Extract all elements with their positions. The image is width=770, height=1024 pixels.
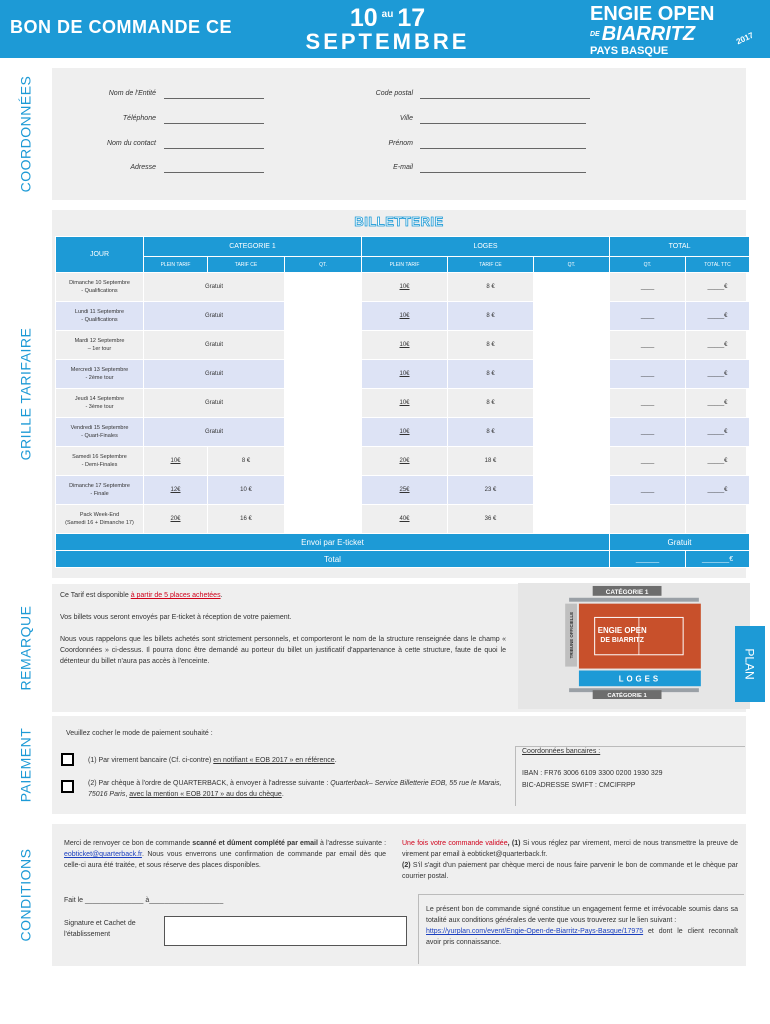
total-qty[interactable]: ____ [610, 360, 686, 389]
field-prenom[interactable] [420, 140, 586, 149]
remarque-p3: Nous vous rappelons que les billets achetés sont strictement personnels, et comporteront le nom de la structure renseignée dans le champ « Coordonnées » ci-dessus. Il pourra donc être demandé au porteur du billet un justificatif d'appartenance à cette structure, faute de quoi le détenteur du billet n'aura pas accès à l'enceinte. [60, 636, 506, 665]
plan-cat-bottom: CATÉGORIE 1 [607, 693, 647, 700]
label-nom-entite: Nom de l'Entité [108, 90, 156, 97]
loges-tarif-ce: 8 € [448, 331, 534, 360]
day-cell [56, 360, 144, 389]
day-cell [56, 418, 144, 447]
loges-qty-input[interactable] [534, 273, 610, 302]
day-cell [56, 389, 144, 418]
day-stage: - 3ème tour [85, 404, 114, 410]
date-start: 10 [349, 4, 378, 32]
coordonnees-panel [52, 68, 746, 200]
sub-qt-loges: QT. [534, 257, 610, 273]
plan-tab: PLAN [735, 626, 765, 702]
label-ville: Ville [399, 115, 413, 122]
plan-court-line2: DE BIARRITZ [600, 637, 644, 644]
bank-bic: BIC-ADRESSE SWIFT : CMCIFRPP [522, 782, 636, 789]
day-stage: - 2ème tour [85, 375, 114, 381]
day-cell [56, 505, 144, 534]
paiement-panel [52, 716, 746, 814]
day-name: Mercredi 13 Septembre [70, 367, 129, 373]
label-prenom: Prénom [388, 140, 413, 147]
order-email-link[interactable]: eobticket@quarterback.fr [64, 851, 142, 858]
price-table [55, 236, 750, 568]
col-categorie1: CATEGORIE 1 [144, 237, 362, 257]
day-cell [56, 476, 144, 505]
col-jour: JOUR [56, 237, 144, 273]
cat1-qty-input[interactable] [285, 302, 362, 331]
field-ville[interactable] [420, 115, 586, 124]
envoi-price: Gratuit [610, 534, 750, 551]
day-stage: - Qualifications [81, 288, 118, 294]
side-label-remarque: REMARQUE [17, 605, 33, 691]
payment-intro: Veuillez cocher le mode de paiement souhaité : [66, 730, 213, 737]
cat1-qty-input[interactable] [285, 360, 362, 389]
cat1-price-free: Gratuit [144, 273, 285, 302]
cgv-text: Le présent bon de commande signé constitue un engagement ferme et irrévocable soumis dans sa totalité aux conditions générales de vente que vous trouverez sur le lien suivant : https://yurplan.com/event/Engie-Open-de-Biarritz-Pays-Basque/17975 et dont le client reconnaît avoir pris connaissance. [426, 906, 738, 946]
loges-tarif-ce: 8 € [448, 418, 534, 447]
loges-tarif-ce: 8 € [448, 302, 534, 331]
day-stage: - Demi-Finales [81, 462, 118, 468]
day-name: Jeudi 14 Septembre [74, 396, 125, 402]
side-label-paiement: PAIEMENT [17, 727, 33, 803]
conditions-right-text: Une fois votre commande validée, (1) Si vous réglez par virement, merci de nous transmettre la preuve de virement par email à eobticket@quarterback.fr. (2) S'il s'agit d'un paiement par chèque merci de nous faire parvenir le bon de commande et le chèque par courrier postal. [402, 840, 739, 880]
sub-plein-tarif-loges: PLEIN TARIF [362, 257, 448, 273]
day-name: Pack Week-End [79, 512, 120, 518]
bank-details [522, 746, 663, 792]
fait-le-line[interactable]: Fait le _______________ à___________________ [64, 897, 224, 904]
table-row [56, 360, 750, 389]
label-email: E-mail [393, 164, 413, 171]
day-name: Dimanche 10 Septembre [69, 280, 130, 286]
page-header [0, 0, 770, 58]
day-name: Mardi 12 Septembre [74, 338, 125, 344]
field-nom-contact[interactable] [164, 140, 264, 149]
cat1-plein-tarif: 20€ [144, 505, 208, 534]
sub-tarif-ce-loges: TARIF CE [448, 257, 534, 273]
total-qt[interactable]: ______ [610, 551, 686, 568]
brand-line1: ENGIE OPEN [590, 3, 715, 25]
table-row [56, 302, 750, 331]
date-month: SEPTEMBRE [305, 29, 470, 54]
table-row [56, 331, 750, 360]
billetterie-title: BILLETTERIE [354, 214, 444, 229]
table-row [56, 273, 750, 302]
total-label: Total [56, 551, 610, 568]
day-stage: – 1er tour [87, 346, 112, 352]
brand-line2: BIARRITZ [601, 23, 696, 45]
total-ttc[interactable]: _____€ [686, 418, 750, 447]
label-code-postal: Code postal [375, 90, 413, 97]
loges-plein-tarif: 10€ [362, 331, 448, 360]
sub-total-ttc: TOTAL TTC [686, 257, 750, 273]
side-label-conditions: CONDITIONS [17, 848, 34, 942]
cat1-plein-tarif: 10€ [144, 447, 208, 476]
conditions-left-text: Merci de renvoyer ce bon de commande scanné et dûment complété par email à l'adresse suivante : eobticket@quarterback.fr. Nous vous enverrons une confirmation de commande par email dès que celle-ci aura été traitée, et sous réserve des places disponibles. [64, 840, 387, 869]
day-cell [56, 302, 144, 331]
sub-qt: QT. [285, 257, 362, 273]
loges-plein-tarif: 10€ [362, 360, 448, 389]
cat1-price-free: Gratuit [144, 302, 285, 331]
table-row [56, 505, 750, 534]
loges-tarif-ce: 36 € [448, 505, 534, 534]
page-title: BON DE COMMANDE CE [10, 17, 233, 37]
cat1-qty-input[interactable] [285, 331, 362, 360]
loges-qty-input[interactable] [534, 360, 610, 389]
loges-qty-input[interactable] [534, 476, 610, 505]
brand-logo [590, 4, 758, 57]
day-name: Lundi 11 Septembre [74, 309, 125, 315]
cat1-qty-input[interactable] [285, 273, 362, 302]
envoi-label: Envoi par E-ticket [56, 534, 610, 551]
table-row [56, 389, 750, 418]
loges-tarif-ce: 18 € [448, 447, 534, 476]
field-email[interactable] [420, 164, 586, 173]
cat1-qty-input[interactable] [285, 389, 362, 418]
date-separator: au [381, 9, 394, 20]
field-telephone[interactable] [164, 115, 264, 124]
stadium-plan-image [564, 584, 702, 700]
side-label-coordonnees: COORDONNÉES [17, 75, 34, 193]
option-virement: (1) Par virement bancaire (Cf. ci-contre) en notifiant « EOB 2017 » en référence. [88, 757, 337, 764]
field-nom-entite[interactable] [164, 90, 264, 99]
field-adresse[interactable] [164, 164, 264, 173]
day-stage: - Qualifications [81, 317, 118, 323]
sub-plein-tarif: PLEIN TARIF [144, 257, 208, 273]
remarque-p1: Ce Tarif est disponible à partir de 5 places achetées. [60, 592, 223, 599]
total-qty[interactable] [610, 505, 686, 534]
loges-plein-tarif: 10€ [362, 273, 448, 302]
cat1-price-free: Gratuit [144, 360, 285, 389]
event-dates [300, 5, 475, 53]
cgv-link[interactable]: https://yurplan.com/event/Engie-Open-de-Biarritz-Pays-Basque/17975 [426, 928, 644, 935]
brand-year: 2017 [734, 30, 755, 47]
bank-iban: IBAN : FR76 3006 6109 3300 0200 1930 329 [522, 770, 663, 777]
day-stage: - Finale [90, 491, 109, 497]
total-ttc[interactable]: _____€ [686, 360, 750, 389]
date-end: 17 [397, 4, 426, 32]
total-ttc[interactable]: _____€ [686, 447, 750, 476]
label-nom-contact: Nom du contact [106, 140, 156, 147]
loges-tarif-ce: 8 € [448, 389, 534, 418]
day-cell [56, 273, 144, 302]
cat1-qty-input[interactable] [285, 505, 362, 534]
loges-plein-tarif: 10€ [362, 302, 448, 331]
total-qty[interactable]: ____ [610, 418, 686, 447]
loges-qty-input[interactable] [534, 418, 610, 447]
checkbox-virement[interactable] [61, 753, 74, 766]
total-ttc[interactable]: _____€ [686, 273, 750, 302]
total-qty[interactable]: ____ [610, 302, 686, 331]
min-places-note: à partir de 5 places achetées [130, 592, 221, 599]
plan-court-line1: ENGIE OPEN [597, 626, 647, 636]
loges-plein-tarif: 10€ [362, 418, 448, 447]
total-qty[interactable]: ____ [610, 273, 686, 302]
col-loges: LOGES [362, 237, 610, 257]
loges-plein-tarif: 10€ [362, 389, 448, 418]
loges-qty-input[interactable] [534, 302, 610, 331]
billetterie-panel [52, 210, 746, 578]
loges-tarif-ce: 8 € [448, 273, 534, 302]
cat1-tarif-ce: 16 € [208, 505, 285, 534]
loges-plein-tarif: 25€ [362, 476, 448, 505]
table-row [56, 447, 750, 476]
cat1-price-free: Gratuit [144, 418, 285, 447]
field-code-postal[interactable] [420, 90, 590, 99]
day-cell [56, 447, 144, 476]
cat1-price-free: Gratuit [144, 389, 285, 418]
loges-qty-input[interactable] [534, 331, 610, 360]
day-name: Samedi 16 Septembre [72, 454, 127, 460]
table-row [56, 476, 750, 505]
cat1-qty-input[interactable] [285, 418, 362, 447]
day-stage: (Samedi 16 + Dimanche 17) [65, 520, 134, 526]
label-adresse: Adresse [130, 164, 156, 171]
conditions-panel [52, 824, 746, 966]
checkbox-cheque[interactable] [61, 780, 74, 793]
loges-qty-input[interactable] [534, 389, 610, 418]
side-label-grille: GRILLE TARIFAIRE [17, 327, 33, 461]
remarque-p2: Vos billets vous seront envoyés par E-ticket à réception de votre paiement. [60, 614, 292, 621]
loges-qty-input[interactable] [534, 505, 610, 534]
cat1-tarif-ce: 8 € [208, 447, 285, 476]
remarque-text [60, 590, 506, 678]
cat1-qty-input[interactable] [285, 476, 362, 505]
label-telephone: Téléphone [122, 115, 156, 122]
cat1-price-free: Gratuit [144, 331, 285, 360]
option-cheque: (2) Par chèque à l'ordre de QUARTERBACK, à envoyer à l'adresse suivante : Quarterback– Service Billetterie EOB, 55 rue le Marais, 75016 Paris, avec la mention « EOB 2017 » au dos du chèque. [88, 780, 502, 798]
loges-qty-input[interactable] [534, 447, 610, 476]
loges-plein-tarif: 20€ [362, 447, 448, 476]
cat1-qty-input[interactable] [285, 447, 362, 476]
day-cell [56, 331, 144, 360]
sub-total-qt: QT. [610, 257, 686, 273]
sub-tarif-ce: TARIF CE [208, 257, 285, 273]
signature-box[interactable] [164, 916, 407, 946]
cat1-plein-tarif: 12€ [144, 476, 208, 505]
brand-line3: PAYS BASQUE [590, 45, 669, 57]
brand-de: DE [590, 31, 600, 38]
total-ttc[interactable]: _____€ [686, 389, 750, 418]
total-qty[interactable]: ____ [610, 331, 686, 360]
day-name: Vendredi 15 Septembre [70, 425, 129, 431]
loges-tarif-ce: 8 € [448, 360, 534, 389]
total-ttc[interactable]: _______€ [686, 551, 750, 568]
day-stage: - Quart-Finales [81, 433, 118, 439]
total-ttc[interactable]: _____€ [686, 331, 750, 360]
total-qty[interactable]: ____ [610, 447, 686, 476]
plan-tribune: TRIBUNE OFFICIELLE [569, 611, 575, 659]
bank-title: Coordonnées bancaires : [522, 748, 601, 755]
day-name: Dimanche 17 Septembre [69, 483, 130, 489]
total-qty[interactable]: ____ [610, 476, 686, 505]
cat1-tarif-ce: 10 € [208, 476, 285, 505]
signature-label: Signature et Cachet de l'établissement [64, 920, 136, 938]
total-qty[interactable]: ____ [610, 389, 686, 418]
total-ttc[interactable]: _____€ [686, 476, 750, 505]
loges-tarif-ce: 23 € [448, 476, 534, 505]
total-ttc[interactable]: _____€ [686, 302, 750, 331]
total-ttc[interactable] [686, 505, 750, 534]
plan-loges: LOGES [618, 674, 662, 684]
plan-cat-top: CATÉGORIE 1 [605, 588, 649, 596]
col-total: TOTAL [610, 237, 750, 257]
loges-plein-tarif: 40€ [362, 505, 448, 534]
table-row [56, 418, 750, 447]
